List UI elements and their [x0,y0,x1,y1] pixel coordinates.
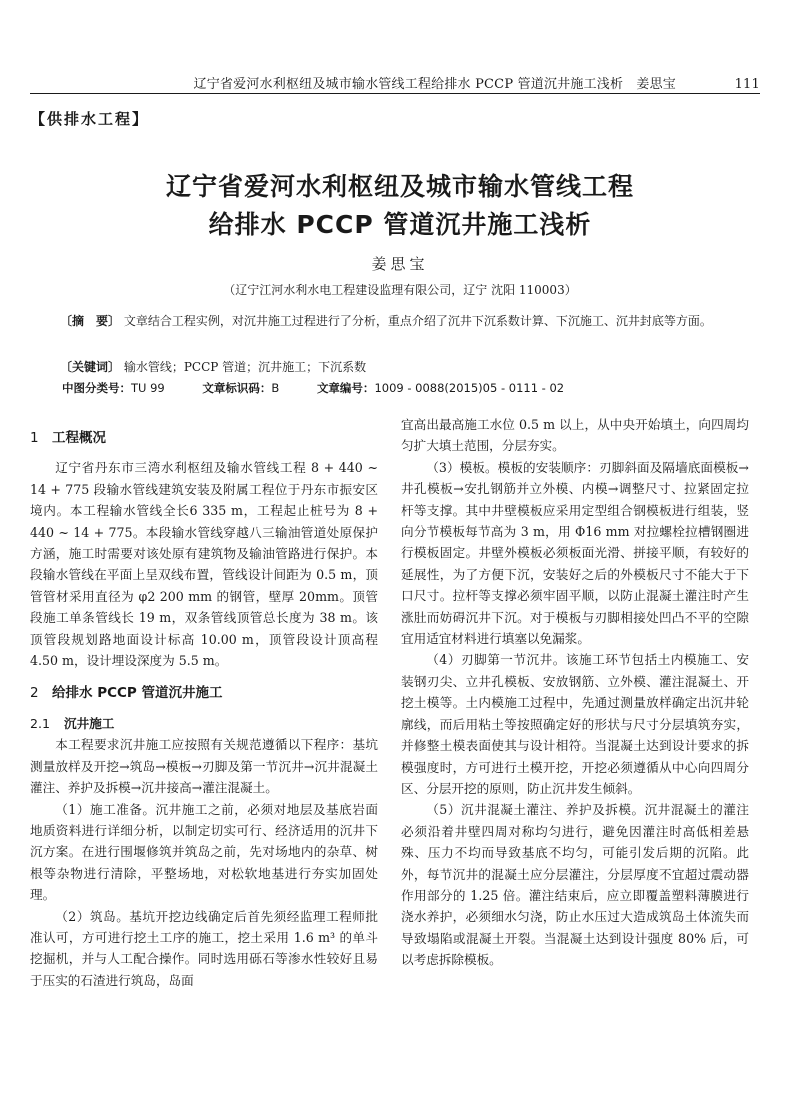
classification-line [62,380,564,396]
abstract-label: 〔摘 要〕 [60,314,121,328]
article-title-line-2: 给排水 PCCP 管道沉井施工浅析 [208,210,592,239]
section-2-heading: 2 给排水 PCCP 管道沉井施工 [30,685,223,702]
clc-label: 中图分类号： [62,381,131,395]
section-2-1-heading: 2.1 沉井施工 [30,715,115,731]
keywords [60,357,740,377]
article-no-label: 文章编号： [316,381,375,395]
paragraph-overview: 辽宁省丹东市三湾水利枢纽及输水管线工程 8 + 440 ~ 14 + 775 段输水管线建筑安装及附属工程位于丹东市振安区境内。本工程输水管线全长6 335 m，工程起止桩号为 8 + 440 ~ 14 + 775。本段输水管线穿越八三输油管道处原保护方涵，施工时需要对该处原有建筑物及输油管路进行保护。本段输水管线在平面上呈双线布置，管线设计间距为 0.5 m，顶管管材采用直径为 φ2 200 mm 的钢管，壁厚 20mm。顶管段施工单条管线长 19 m，双条管线顶管总长度为 38 m。该顶管段规划路地面设计标高 10.00 m，顶管段设计顶高程 4.50 m，设计埋设深度为 5.5 m。 [30,460,378,669]
author: 姜思宝 [371,255,429,273]
paragraph-island-continued: 宜高出最高施工水位 0.5 m 以上，从中央开始填土，向四周均匀扩大填土范围，分层夯实。 [401,417,749,454]
paragraph-island: （2）筑岛。基坑开挖边线确定后首先须经监理工程师批准认可，方可进行挖土工序的施工，挖土采用 1.6 m³ 的单斗挖掘机，并与人工配合操作。同时选用砾石等渗水性较好且易于压实的石渣进行筑岛，岛面 [30,908,378,988]
clc-value: TU 99 [131,381,165,395]
abstract-text: 文章结合工程实例，对沉井施工过程进行了分析，重点介绍了沉井下沉系数计算、下沉施工、沉井封底等方面。 [123,314,712,328]
left-column [30,416,378,991]
paragraph-preparation: （1）施工准备。沉井施工之前，必须对地层及基底岩面地质资料进行详细分析，以制定切实可行、经济适用的沉井下沉方案。在进行围堰修筑并筑岛之前，先对场地内的杂草、树根等杂物进行清除，平整场地，对松软地基进行夯实加固处理。 [30,801,378,903]
right-column [401,414,749,971]
paragraph-formwork: （3）模板。模板的安装顺序：刃脚斜面及隔墙底面模板→井孔模板→安扎钢筋并立外模、内模→调整尺寸、拉紧固定拉杆等支撑。其中井壁模板应采用定型组合钢模板进行组装，竖向分节模板每节高为 3 m，用 Φ16 mm 对拉螺栓拉槽钢圈进行模板固定。井壁外模板必须板面光滑、拼接平顺，有较好的延展性，为了方便下沉，安装好之后的外模板尺寸不能大于下口尺寸。拉杆等支撑必须牢固平顺，以防止混凝土灌注时产生涨肚而妨碍沉井下沉。对于模板与刃脚相接处凹凸不平的空隙宜用适宜材料进行填塞以免漏浆。 [401,459,749,647]
affiliation: （辽宁江河水利水电工程建设监理有限公司，辽宁 沈阳 110003） [223,283,577,297]
keywords-text: 输水管线；PCCP 管道；沉井施工；下沉系数 [123,360,367,374]
header-rule [30,93,760,94]
paragraph-procedure: 本工程要求沉井施工应按照有关规范遵循以下程序：基坑测量放样及开挖→筑岛→模板→刃脚及第一节沉井→沉井混凝土灌注、养护及拆模→沉井接高→灌注混凝土。 [30,737,378,796]
section-1-heading: 1 工程概况 [30,430,106,446]
doc-code-value: B [271,381,280,395]
abstract [60,311,740,331]
keywords-label: 〔关键词〕 [60,360,121,374]
article-no-value: 1009 - 0088(2015)05 - 0111 - 02 [374,381,565,395]
running-title: 辽宁省爱河水利枢纽及城市输水管线工程给排水 PCCP 管道沉井施工浅析 姜思宝 [193,77,676,92]
category-label: 【供排水工程】 [30,110,150,128]
doc-code-label: 文章标识码： [202,381,272,395]
paragraph-cutting-edge: （4）刃脚第一节沉井。该施工环节包括土内模施工、安装钢刃尖、立井孔模板、安放钢筋、立外模、灌注混凝土、开挖土模等。土内模施工过程中，先通过测量放样确定出沉井轮廓线，而后用粘土等按照确定好的形状与尺寸分层填筑夯实，并修整土模表面使其与设计相符。当混凝土达到设计要求的拆模强度时，方可进行土模开挖，开挖必须遵循从中心向四周分区、分层开挖的原则，防止沉井发生倾斜。 [401,652,749,796]
page-number: 111 [734,77,760,92]
running-header [40,68,760,92]
paragraph-concrete: （5）沉井混凝土灌注、养护及拆模。沉井混凝土的灌注必须沿着井壁四周对称均匀进行，避免因灌注时高低相差悬殊、压力不均而导致基底不均匀，可能引发后期的沉陷。此外，每节沉井的混凝土应分层灌注，分层厚度不宜超过震动器作用部分的 1.25 倍。灌注结束后，应立即覆盖塑料薄膜进行浇水养护，必须细水匀浇，防止水压过大造成筑岛土体流失而导致塌陷或混凝土开裂。当混凝土达到设计强度 80% 后，可以考虑拆除模板。 [401,802,749,968]
article-title-line-1: 辽宁省爱河水利枢纽及城市输水管线工程 [165,172,634,201]
